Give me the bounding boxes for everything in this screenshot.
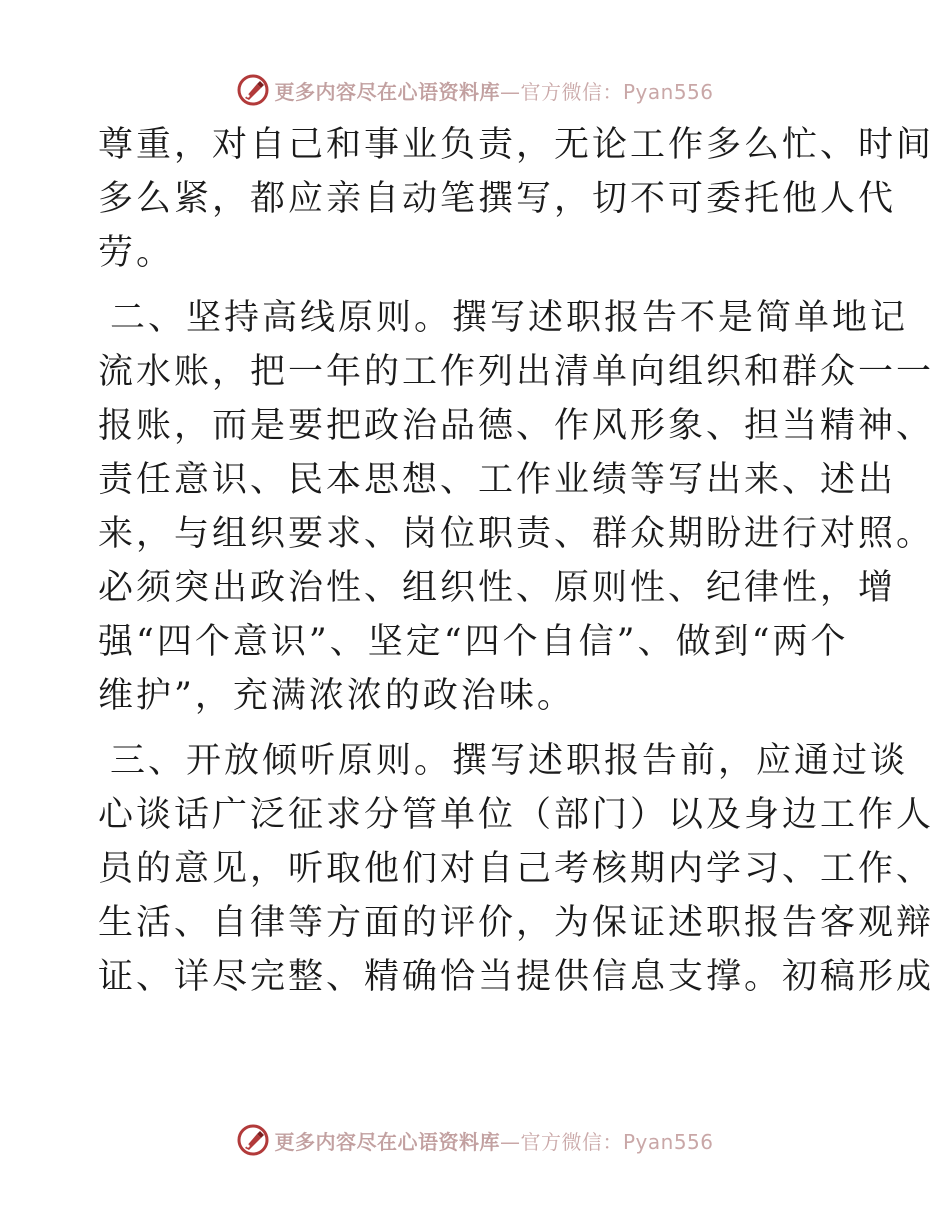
- text-line: 三、开放倾听原则。撰写述职报告前，应通过谈: [110, 741, 909, 781]
- text-line: 尊重，对自己和事业负责，无论工作多么忙、时间: [98, 125, 935, 165]
- text-line: 来，与组织要求、岗位职责、群众期盼进行对照。: [98, 514, 935, 554]
- text-line: 多么紧，都应亲自动笔撰写，切不可委托他人代: [98, 179, 897, 219]
- watermark-separator: —: [499, 79, 521, 104]
- watermark-site-text: 更多内容尽在心语资料库: [274, 1129, 500, 1154]
- text-line: 心谈话广泛征求分管单位（部门）以及身边工作人: [98, 795, 935, 835]
- text-line: 员的意见，听取他们对自己考核期内学习、工作、: [98, 849, 935, 889]
- pen-logo-icon: [236, 73, 270, 107]
- header-watermark: [0, 70, 950, 110]
- watermark-separator: —: [499, 1129, 521, 1154]
- watermark-text: [274, 76, 713, 105]
- text-line: 强“四个意识”、坚定“四个自信”、做到“两个: [98, 622, 849, 662]
- paragraph-2: [98, 291, 935, 723]
- text-line: 维护”，充满浓浓的政治味。: [98, 676, 575, 716]
- text-line: 报账，而是要把政治品德、作风形象、担当精神、: [98, 406, 935, 446]
- pen-logo-icon: [236, 1123, 270, 1157]
- paragraph-1: [98, 118, 935, 280]
- footer-watermark: [0, 1120, 950, 1160]
- watermark-site-text: 更多内容尽在心语资料库: [274, 79, 500, 104]
- watermark-wechat-id: Pyan556: [622, 79, 714, 104]
- text-line: 二、坚持高线原则。撰写述职报告不是简单地记: [110, 298, 909, 338]
- text-line: 证、详尽完整、精确恰当提供信息支撑。初稿形成: [98, 957, 935, 997]
- watermark-wechat-label: 官方微信：: [520, 79, 623, 104]
- text-line: 生活、自律等方面的评价，为保证述职报告客观辩: [98, 903, 935, 943]
- watermark-wechat-label: 官方微信：: [520, 1129, 623, 1154]
- paragraph-3: [98, 734, 935, 1004]
- text-line: 流水账，把一年的工作列出清单向组织和群众一一: [98, 352, 935, 392]
- document-body: [98, 118, 935, 1004]
- watermark-text: [274, 1126, 713, 1155]
- watermark-wechat-id: Pyan556: [622, 1129, 714, 1154]
- text-line: 劳。: [98, 233, 175, 273]
- text-line: 责任意识、民本思想、工作业绩等写出来、述出: [98, 460, 897, 500]
- text-line: 必须突出政治性、组织性、原则性、纪律性，增: [98, 568, 897, 608]
